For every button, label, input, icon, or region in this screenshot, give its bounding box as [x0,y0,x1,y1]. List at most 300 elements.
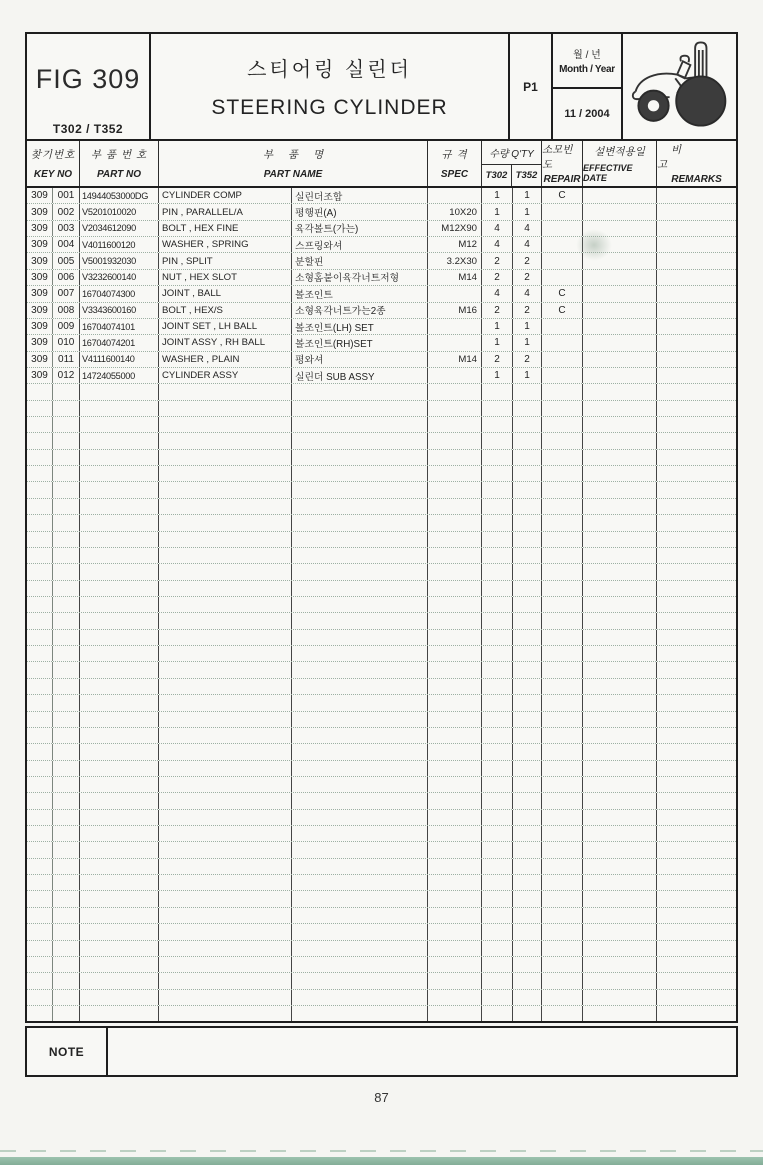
column-header-part-no-kr: 부 품 번 호 [90,149,148,162]
cell-fig-no [27,891,53,906]
cell-remarks [657,515,736,530]
cell-part-no [80,744,159,759]
cell-part-name-en [159,433,292,448]
cell-part-name-kr [292,777,428,792]
cell-fig-no [27,417,53,432]
column-header-qty-t352: T352 [515,170,538,181]
cell-qty-t302 [482,417,513,432]
cell-key-no: 006 [53,270,80,285]
cell-part-name-kr [292,482,428,497]
cell-part-name-kr [292,744,428,759]
table-row-empty [27,810,736,826]
cell-fig-no: 309 [27,188,53,203]
cell-remarks [657,957,736,972]
cell-part-name-en [159,842,292,857]
cell-qty-t302 [482,712,513,727]
cell-effective-date [583,368,657,383]
table-row [27,253,736,269]
cell-part-no [80,941,159,956]
cell-remarks [657,352,736,367]
cell-repair [542,908,583,923]
cell-repair [542,679,583,694]
cell-qty-t302 [482,793,513,808]
cell-part-name-en [159,630,292,645]
cell-key-no [53,597,80,612]
cell-repair [542,204,583,219]
cell-part-name-en [159,679,292,694]
cell-part-no: V5001932030 [80,253,159,268]
cell-effective-date [583,204,657,219]
cell-repair [542,646,583,661]
cell-fig-no [27,875,53,890]
cell-part-name-kr [292,466,428,481]
cell-effective-date [583,679,657,694]
cell-remarks [657,303,736,318]
cell-key-no [53,384,80,399]
cell-key-no [53,842,80,857]
cell-qty-t302 [482,515,513,530]
table-row [27,221,736,237]
cell-qty-t352 [513,564,542,579]
scan-edge-dashed-line [0,1150,763,1152]
cell-remarks [657,286,736,301]
cell-fig-no [27,548,53,563]
cell-part-no: 16704074201 [80,335,159,350]
cell-key-no [53,957,80,972]
cell-remarks [657,842,736,857]
cell-qty-t352 [513,662,542,677]
cell-spec [428,941,482,956]
cell-fig-no [27,761,53,776]
cell-part-name-kr [292,826,428,841]
cell-part-name-en [159,384,292,399]
cell-remarks [657,891,736,906]
cell-part-name-en [159,793,292,808]
cell-part-name-kr [292,515,428,530]
cell-effective-date [583,908,657,923]
cell-spec [428,712,482,727]
table-row-empty [27,581,736,597]
cell-qty-t302: 4 [482,221,513,236]
cell-qty-t302 [482,875,513,890]
cell-fig-no [27,826,53,841]
cell-spec [428,842,482,857]
cell-part-no [80,924,159,939]
cell-spec: M12 [428,237,482,252]
cell-remarks [657,221,736,236]
cell-key-no: 008 [53,303,80,318]
cell-part-no [80,728,159,743]
cell-part-no [80,597,159,612]
cell-spec [428,793,482,808]
cell-part-name-en: PIN , SPLIT [159,253,292,268]
cell-qty-t302: 1 [482,335,513,350]
cell-part-name-en: WASHER , PLAIN [159,352,292,367]
cell-spec [428,859,482,874]
cell-spec [428,646,482,661]
table-row-empty [27,532,736,548]
month-year-labels [553,34,621,89]
cell-effective-date [583,891,657,906]
cell-remarks [657,613,736,628]
table-row-empty [27,941,736,957]
cell-fig-no [27,597,53,612]
cell-qty-t302 [482,859,513,874]
cell-key-no [53,433,80,448]
cell-fig-no [27,630,53,645]
cell-fig-no: 309 [27,335,53,350]
cell-part-no [80,662,159,677]
cell-effective-date [583,973,657,988]
cell-qty-t352 [513,384,542,399]
cell-spec [428,515,482,530]
cell-remarks [657,908,736,923]
cell-spec [428,777,482,792]
cell-part-name-en [159,924,292,939]
table-row-empty [27,891,736,907]
cell-fig-no [27,613,53,628]
column-header-qty-kr: 수량 Q'TY [489,149,534,160]
cell-spec [428,630,482,645]
cell-fig-no [27,695,53,710]
cell-effective-date [583,695,657,710]
cell-qty-t352: 4 [513,221,542,236]
cell-fig-no: 309 [27,368,53,383]
cell-qty-t302: 2 [482,270,513,285]
cell-spec [428,613,482,628]
cell-effective-date [583,875,657,890]
cell-key-no [53,826,80,841]
cell-qty-t352 [513,548,542,563]
cell-qty-t302 [482,1006,513,1021]
table-row-empty [27,712,736,728]
cell-part-name-kr [292,679,428,694]
cell-repair [542,990,583,1005]
cell-part-no [80,957,159,972]
table-row-empty [27,515,736,531]
cell-spec: M16 [428,303,482,318]
cell-fig-no [27,908,53,923]
cell-fig-no [27,662,53,677]
cell-effective-date [583,401,657,416]
cell-fig-no [27,433,53,448]
cell-part-no [80,990,159,1005]
cell-repair [542,613,583,628]
cell-remarks [657,384,736,399]
cell-qty-t352 [513,630,542,645]
cell-part-name-kr [292,842,428,857]
cell-spec: 10X20 [428,204,482,219]
cell-key-no [53,613,80,628]
table-row-empty [27,499,736,515]
cell-remarks [657,482,736,497]
cell-qty-t302 [482,499,513,514]
cell-spec: M12X90 [428,221,482,236]
cell-part-name-kr [292,417,428,432]
cell-remarks [657,564,736,579]
cell-fig-no [27,646,53,661]
cell-key-no: 009 [53,319,80,334]
cell-effective-date [583,581,657,596]
cell-qty-t352 [513,482,542,497]
cell-key-no [53,728,80,743]
cell-fig-no [27,679,53,694]
cell-spec [428,973,482,988]
table-row-empty [27,728,736,744]
cell-qty-t352 [513,744,542,759]
column-header-spec-en: SPEC [440,168,469,180]
cell-repair [542,515,583,530]
cell-effective-date [583,924,657,939]
cell-qty-t352: 1 [513,319,542,334]
cell-fig-no [27,564,53,579]
cell-key-no: 011 [53,352,80,367]
column-header-remarks-en: REMARKS [671,173,722,185]
cell-remarks [657,777,736,792]
cell-part-name-en [159,859,292,874]
cell-key-no [53,515,80,530]
cell-remarks [657,744,736,759]
cell-remarks [657,433,736,448]
cell-qty-t352 [513,793,542,808]
cell-remarks [657,401,736,416]
cell-part-no [80,613,159,628]
cell-key-no [53,548,80,563]
cell-remarks [657,499,736,514]
cell-fig-no: 309 [27,270,53,285]
cell-effective-date [583,646,657,661]
cell-spec [428,662,482,677]
cell-qty-t352: 2 [513,270,542,285]
cell-repair [542,728,583,743]
cell-part-no [80,842,159,857]
cell-part-name-kr [292,581,428,596]
column-header-part-name-kr: 부 품 명 [262,149,330,162]
cell-qty-t302 [482,990,513,1005]
cell-part-name-en [159,728,292,743]
column-header-spec-kr: 규 격 [441,149,468,162]
cell-part-name-kr [292,564,428,579]
cell-repair [542,941,583,956]
table-row-empty [27,630,736,646]
cell-part-name-en [159,597,292,612]
table-row-empty [27,875,736,891]
note-box [25,1026,738,1077]
cell-remarks [657,859,736,874]
cell-remarks [657,793,736,808]
cell-part-name-en: JOINT SET , LH BALL [159,319,292,334]
cell-fig-no: 309 [27,303,53,318]
cell-repair [542,319,583,334]
cell-remarks [657,662,736,677]
title-box [151,34,510,139]
table-row-empty [27,401,736,417]
cell-fig-no [27,401,53,416]
cell-qty-t302 [482,613,513,628]
cell-part-name-kr: 실린더 SUB ASSY [292,368,428,383]
cell-spec [428,188,482,203]
cell-repair [542,662,583,677]
cell-qty-t352 [513,761,542,776]
table-row [27,204,736,220]
cell-effective-date [583,662,657,677]
figure-number-box [27,34,151,139]
cell-qty-t302: 2 [482,303,513,318]
table-row-empty [27,924,736,940]
cell-part-no: V3232600140 [80,270,159,285]
cell-qty-t352 [513,924,542,939]
cell-effective-date [583,433,657,448]
cell-remarks [657,204,736,219]
cell-key-no [53,662,80,677]
cell-repair [542,564,583,579]
cell-fig-no [27,793,53,808]
cell-part-no [80,548,159,563]
cell-qty-t352 [513,826,542,841]
cell-effective-date [583,957,657,972]
cell-qty-t352 [513,499,542,514]
table-row-empty [27,433,736,449]
cell-part-name-en [159,499,292,514]
cell-part-name-en [159,810,292,825]
cell-part-no [80,384,159,399]
cell-remarks [657,597,736,612]
cell-part-no [80,646,159,661]
cell-repair: C [542,286,583,301]
cell-spec [428,990,482,1005]
cell-part-name-en [159,908,292,923]
cell-key-no [53,891,80,906]
cell-effective-date [583,482,657,497]
cell-key-no: 007 [53,286,80,301]
cell-key-no [53,777,80,792]
cell-effective-date [583,564,657,579]
cell-fig-no: 309 [27,319,53,334]
cell-part-no [80,1006,159,1021]
table-row-empty [27,973,736,989]
cell-remarks [657,761,736,776]
cell-repair [542,744,583,759]
cell-remarks [657,630,736,645]
cell-effective-date [583,466,657,481]
cell-spec [428,744,482,759]
cell-part-no [80,581,159,596]
cell-part-name-en [159,482,292,497]
cell-part-name-en [159,646,292,661]
cell-fig-no [27,466,53,481]
cell-fig-no: 309 [27,237,53,252]
column-header-qty [482,141,542,186]
cell-remarks [657,712,736,727]
cell-effective-date [583,630,657,645]
cell-part-name-kr [292,695,428,710]
cell-repair [542,793,583,808]
model-codes: T302 / T352 [52,122,124,136]
cell-part-name-kr [292,499,428,514]
page-code: P1 [510,34,553,139]
cell-repair: C [542,188,583,203]
cell-spec [428,761,482,776]
cell-key-no [53,401,80,416]
cell-part-name-en [159,712,292,727]
table-row [27,286,736,302]
cell-key-no [53,973,80,988]
table-row-empty [27,613,736,629]
cell-qty-t352 [513,941,542,956]
cell-part-name-kr [292,957,428,972]
note-content-empty [108,1028,736,1075]
month-year-label: Month / Year [559,64,615,75]
cell-remarks [657,728,736,743]
cell-key-no [53,859,80,874]
cell-effective-date [583,548,657,563]
cell-qty-t302 [482,630,513,645]
tractor-icon [628,36,732,137]
cell-part-name-kr: 실린더조합 [292,188,428,203]
cell-spec [428,695,482,710]
cell-repair [542,482,583,497]
cell-spec [428,581,482,596]
cell-effective-date [583,712,657,727]
cell-qty-t352 [513,646,542,661]
cell-spec [428,597,482,612]
cell-fig-no [27,744,53,759]
cell-qty-t302 [482,597,513,612]
table-row-empty [27,826,736,842]
cell-qty-t302 [482,646,513,661]
cell-repair [542,891,583,906]
cell-qty-t302 [482,384,513,399]
table-row-empty [27,761,736,777]
column-header-key-no-kr: 찾기번호 [30,149,76,162]
cell-spec [428,548,482,563]
column-header-repair-kr: 소모빈도 [542,144,573,172]
cell-repair [542,973,583,988]
cell-qty-t302: 2 [482,253,513,268]
cell-repair [542,1006,583,1021]
cell-part-no [80,417,159,432]
cell-part-name-en [159,744,292,759]
cell-remarks [657,335,736,350]
cell-remarks [657,973,736,988]
cell-spec [428,417,482,432]
month-year-label-korean: 월 / 년 [573,50,601,61]
cell-part-no [80,777,159,792]
cell-part-name-en: BOLT , HEX/S [159,303,292,318]
cell-qty-t302 [482,777,513,792]
cell-qty-t302: 1 [482,319,513,334]
cell-fig-no [27,990,53,1005]
cell-part-no: 16704074101 [80,319,159,334]
column-header-repair [542,141,583,186]
cell-part-no [80,515,159,530]
cell-part-no [80,712,159,727]
cell-effective-date [583,990,657,1005]
cell-spec [428,679,482,694]
cell-part-name-en: JOINT ASSY , RH BALL [159,335,292,350]
cell-part-name-en [159,417,292,432]
cell-key-no: 002 [53,204,80,219]
cell-part-no [80,499,159,514]
table-row-empty [27,417,736,433]
cell-repair [542,384,583,399]
cell-qty-t302 [482,450,513,465]
cell-qty-t352 [513,973,542,988]
cell-repair [542,368,583,383]
cell-key-no: 012 [53,368,80,383]
cell-fig-no [27,515,53,530]
cell-repair: C [542,303,583,318]
